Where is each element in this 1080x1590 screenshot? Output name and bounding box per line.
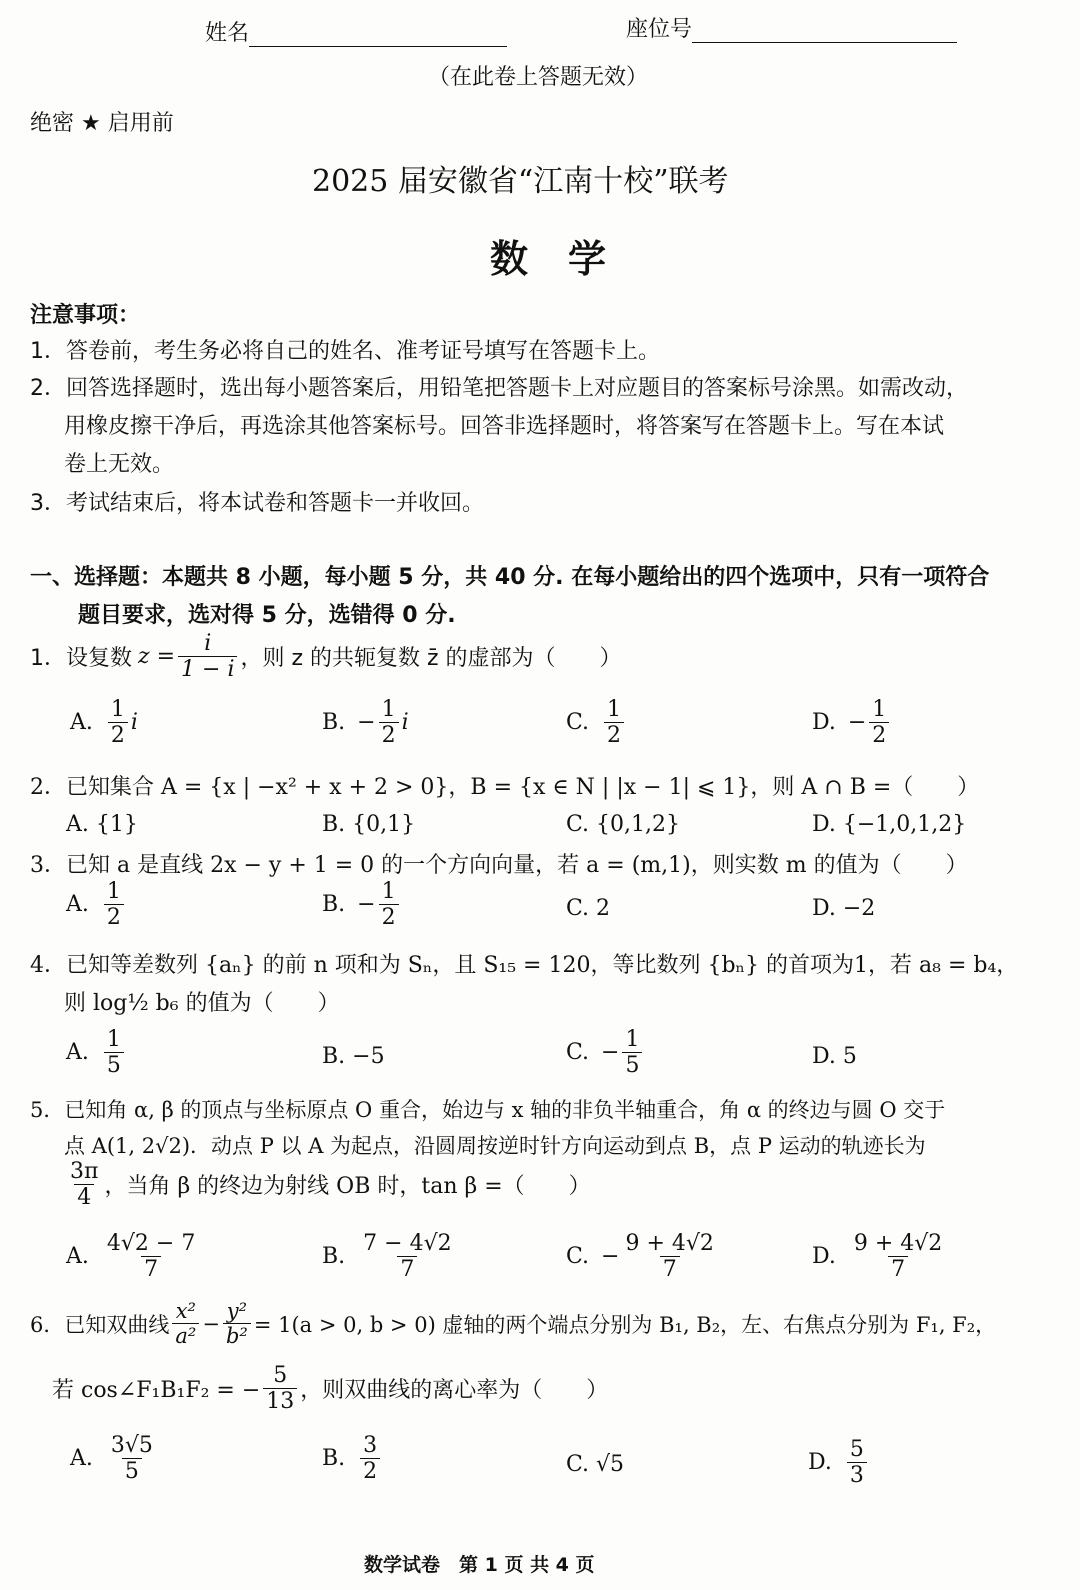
- q1-a-frac: $\frac{1}{2}$: [108, 698, 128, 747]
- q5-option-b[interactable]: B. $\frac{7 - 4√2}{7}$: [322, 1232, 458, 1281]
- q5-d-frac: $\frac{9 + 4√2}{7}$: [853, 1231, 943, 1283]
- q1-den: 1 − i: [178, 656, 237, 681]
- q3-option-d[interactable]: D. −2: [812, 896, 876, 921]
- question-4: 4．已知等差数列 {aₙ} 的前 n 项和为 Sₙ，且 S₁₅ = 120，等比数列 {bₙ} 的首项为1，若 a₈ = b₄，: [30, 953, 1019, 978]
- q5-a-frac: $\frac{4√2 - 7}{7}$: [106, 1231, 196, 1283]
- q6-x-frac: $\frac{\text{x²}}{\text{a²}}$: [172, 1300, 199, 1347]
- q1-suffix: ，则 z 的共轭复数 z̄ 的虚部为（ ）: [240, 646, 622, 672]
- question-1: [30, 632, 622, 681]
- subject-title: 数学: [490, 237, 647, 281]
- q5-c-frac: $\frac{9 + 4√2}{7}$: [625, 1231, 714, 1283]
- question-5-end: [64, 1160, 591, 1209]
- q1-d-frac: $\frac{1}{2}$: [869, 698, 889, 747]
- q6-b-frac: $\frac{3}{2}$: [360, 1434, 380, 1483]
- name-blank[interactable]: [249, 22, 507, 47]
- note-2-end: 卷上无效。: [64, 452, 175, 477]
- q1-c-frac: $\frac{1}{2}$: [604, 698, 624, 747]
- page-footer: 数学试卷 第 1 页 共 4 页: [364, 1554, 595, 1576]
- notes-heading: 注意事项：: [30, 303, 141, 328]
- q5-option-d[interactable]: D. $\frac{9 + 4√2}{7}$: [812, 1232, 948, 1281]
- q1-option-d[interactable]: D. − $\frac{1}{2}$: [812, 698, 892, 747]
- invalid-note: （在此卷上答题无效）: [428, 65, 649, 90]
- q1-option-b[interactable]: B. − $\frac{1}{2}$ i: [322, 697, 409, 749]
- q1-fraction: [178, 632, 237, 681]
- q4-option-a[interactable]: A. $\frac{1}{5}$: [66, 1028, 127, 1077]
- question-6-cont: [52, 1364, 608, 1413]
- q1-b-frac: $\frac{1}{2}$: [379, 698, 399, 747]
- seat-label: 座位号: [626, 17, 693, 42]
- q2-option-c[interactable]: C. {0,1,2}: [566, 812, 681, 837]
- q5-arc-frac: $\frac{3\pi}{4}$: [70, 1159, 99, 1211]
- q2-option-d[interactable]: D. {−1,0,1,2}: [812, 812, 967, 837]
- q4-a-frac: $\frac{1}{5}$: [104, 1028, 124, 1077]
- q1-option-c[interactable]: C. $\frac{1}{2}$: [566, 698, 627, 747]
- q3-option-a[interactable]: A. $\frac{1}{2}$: [66, 880, 127, 929]
- q3-b-frac: $\frac{1}{2}$: [379, 880, 399, 929]
- q1-option-a[interactable]: A. $\frac{1}{2}$ i: [70, 697, 138, 749]
- note-2-cont: 用橡皮擦干净后，再选涂其他答案标号。回答非选择题时，将答案写在答题卡上。写在本试: [64, 414, 945, 439]
- q4-option-b[interactable]: B. −5: [322, 1044, 385, 1069]
- q6-cos-frac: $\frac{5}{13}$: [263, 1364, 297, 1413]
- note-2: 2．回答选择题时，选出每小题答案后，用铅笔把答题卡上对应题目的答案标号涂黑。如需改动，: [30, 376, 969, 401]
- q6-rest: = 1(a > 0, b > 0) 虚轴的两个端点分别为 B₁, B₂，左、右焦点分别为 F₁, F₂，: [253, 1312, 997, 1337]
- q1-z: z =: [138, 644, 176, 670]
- q6-option-a[interactable]: A. $\frac{3√5}{5}$: [70, 1434, 159, 1483]
- q5-b-frac: $\frac{7 - 4√2}{7}$: [363, 1231, 452, 1283]
- question-3: 3．已知 a 是直线 2x − y + 1 = 0 的一个方向向量，若 a = (m,1)，则实数 m 的值为（ ）: [30, 853, 968, 878]
- q3-a-frac: $\frac{1}{2}$: [104, 880, 124, 929]
- name-label: 姓名: [205, 21, 250, 46]
- q6-option-b[interactable]: B. $\frac{3}{2}$: [322, 1434, 383, 1483]
- q2-option-b[interactable]: B. {0,1}: [322, 812, 416, 837]
- q5-end-text: ，当角 β 的终边为射线 OB 时，tan β =（ ）: [104, 1174, 591, 1200]
- q6-cos: 若 cos∠F₁B₁F₂ = −: [52, 1378, 261, 1404]
- q1-num: i: [204, 631, 212, 656]
- q3-option-c[interactable]: C. 2: [566, 896, 611, 921]
- q3-option-b[interactable]: B. − $\frac{1}{2}$: [322, 880, 402, 929]
- q6-option-c[interactable]: C. √5: [566, 1452, 625, 1477]
- seat-field: [626, 12, 957, 43]
- q5-option-a[interactable]: A. $\frac{4√2 - 7}{7}$: [66, 1232, 201, 1281]
- q1-prefix: 1．设复数: [30, 646, 132, 672]
- section-heading: 一、选择题：本题共 8 小题，每小题 5 分，共 40 分. 在每小题给出的四个选项中，只有一项符合: [30, 565, 990, 590]
- q6-d-frac: $\frac{5}{3}$: [847, 1438, 867, 1487]
- note-3: 3．考试结束后，将本试卷和答题卡一并收回。: [30, 491, 484, 516]
- question-6: 6．已知双曲线 $\frac{\text{x²}}{\text{a²}}$ − $\frac{\text{y²}}{\text{b²}}$ = 1(a > 0, b > 0) 虚轴的两个端点分别为 B₁, B₂，左、右焦点分别为 F₁, F₂，: [30, 1299, 997, 1349]
- q6-a-frac: $\frac{3√5}{5}$: [110, 1433, 153, 1485]
- secret-mark: 绝密 ★ 启用前: [30, 111, 174, 136]
- exam-title: 2025 届安徽省“江南十校”联考: [312, 164, 729, 199]
- q4-option-c[interactable]: C. − $\frac{1}{5}$: [566, 1028, 645, 1077]
- q6-prefix: 6．已知双曲线: [30, 1312, 170, 1337]
- note-1: 1．答卷前，考生务必将自己的姓名、准考证号填写在答题卡上。: [30, 339, 660, 364]
- question-5: 5．已知角 α, β 的顶点与坐标原点 O 重合，始边与 x 轴的非负半轴重合，角 α 的终边与圆 O 交于: [30, 1098, 946, 1122]
- question-5-cont: 点 A(1, 2√2)．动点 P 以 A 为起点，沿圆周按逆时针方向运动到点 B，点 P 运动的轨迹长为: [64, 1134, 926, 1158]
- question-2: 2．已知集合 A = {x | −x² + x + 2 > 0}，B = {x ∈ N | |x − 1| ⩽ 1}，则 A ∩ B =（ ）: [30, 775, 980, 800]
- seat-blank[interactable]: [692, 18, 957, 43]
- q6-option-d[interactable]: D. $\frac{5}{3}$: [808, 1438, 870, 1487]
- q6-y-frac: $\frac{\text{y²}}{\text{b²}}$: [223, 1300, 251, 1347]
- question-4-cont: 则 log½ b₆ 的值为（ ）: [64, 991, 340, 1016]
- q6-cont-rest: ，则双曲线的离心率为（ ）: [300, 1378, 609, 1404]
- q5-option-c[interactable]: C. − $\frac{9 + 4√2}{7}$: [566, 1232, 720, 1281]
- section-heading-cont: 题目要求，选对得 5 分，选错得 0 分.: [78, 603, 456, 628]
- name-field: [205, 16, 507, 47]
- q4-c-frac: $\frac{1}{5}$: [622, 1028, 642, 1077]
- q2-option-a[interactable]: A. {1}: [66, 812, 138, 837]
- q4-option-d[interactable]: D. 5: [812, 1044, 857, 1069]
